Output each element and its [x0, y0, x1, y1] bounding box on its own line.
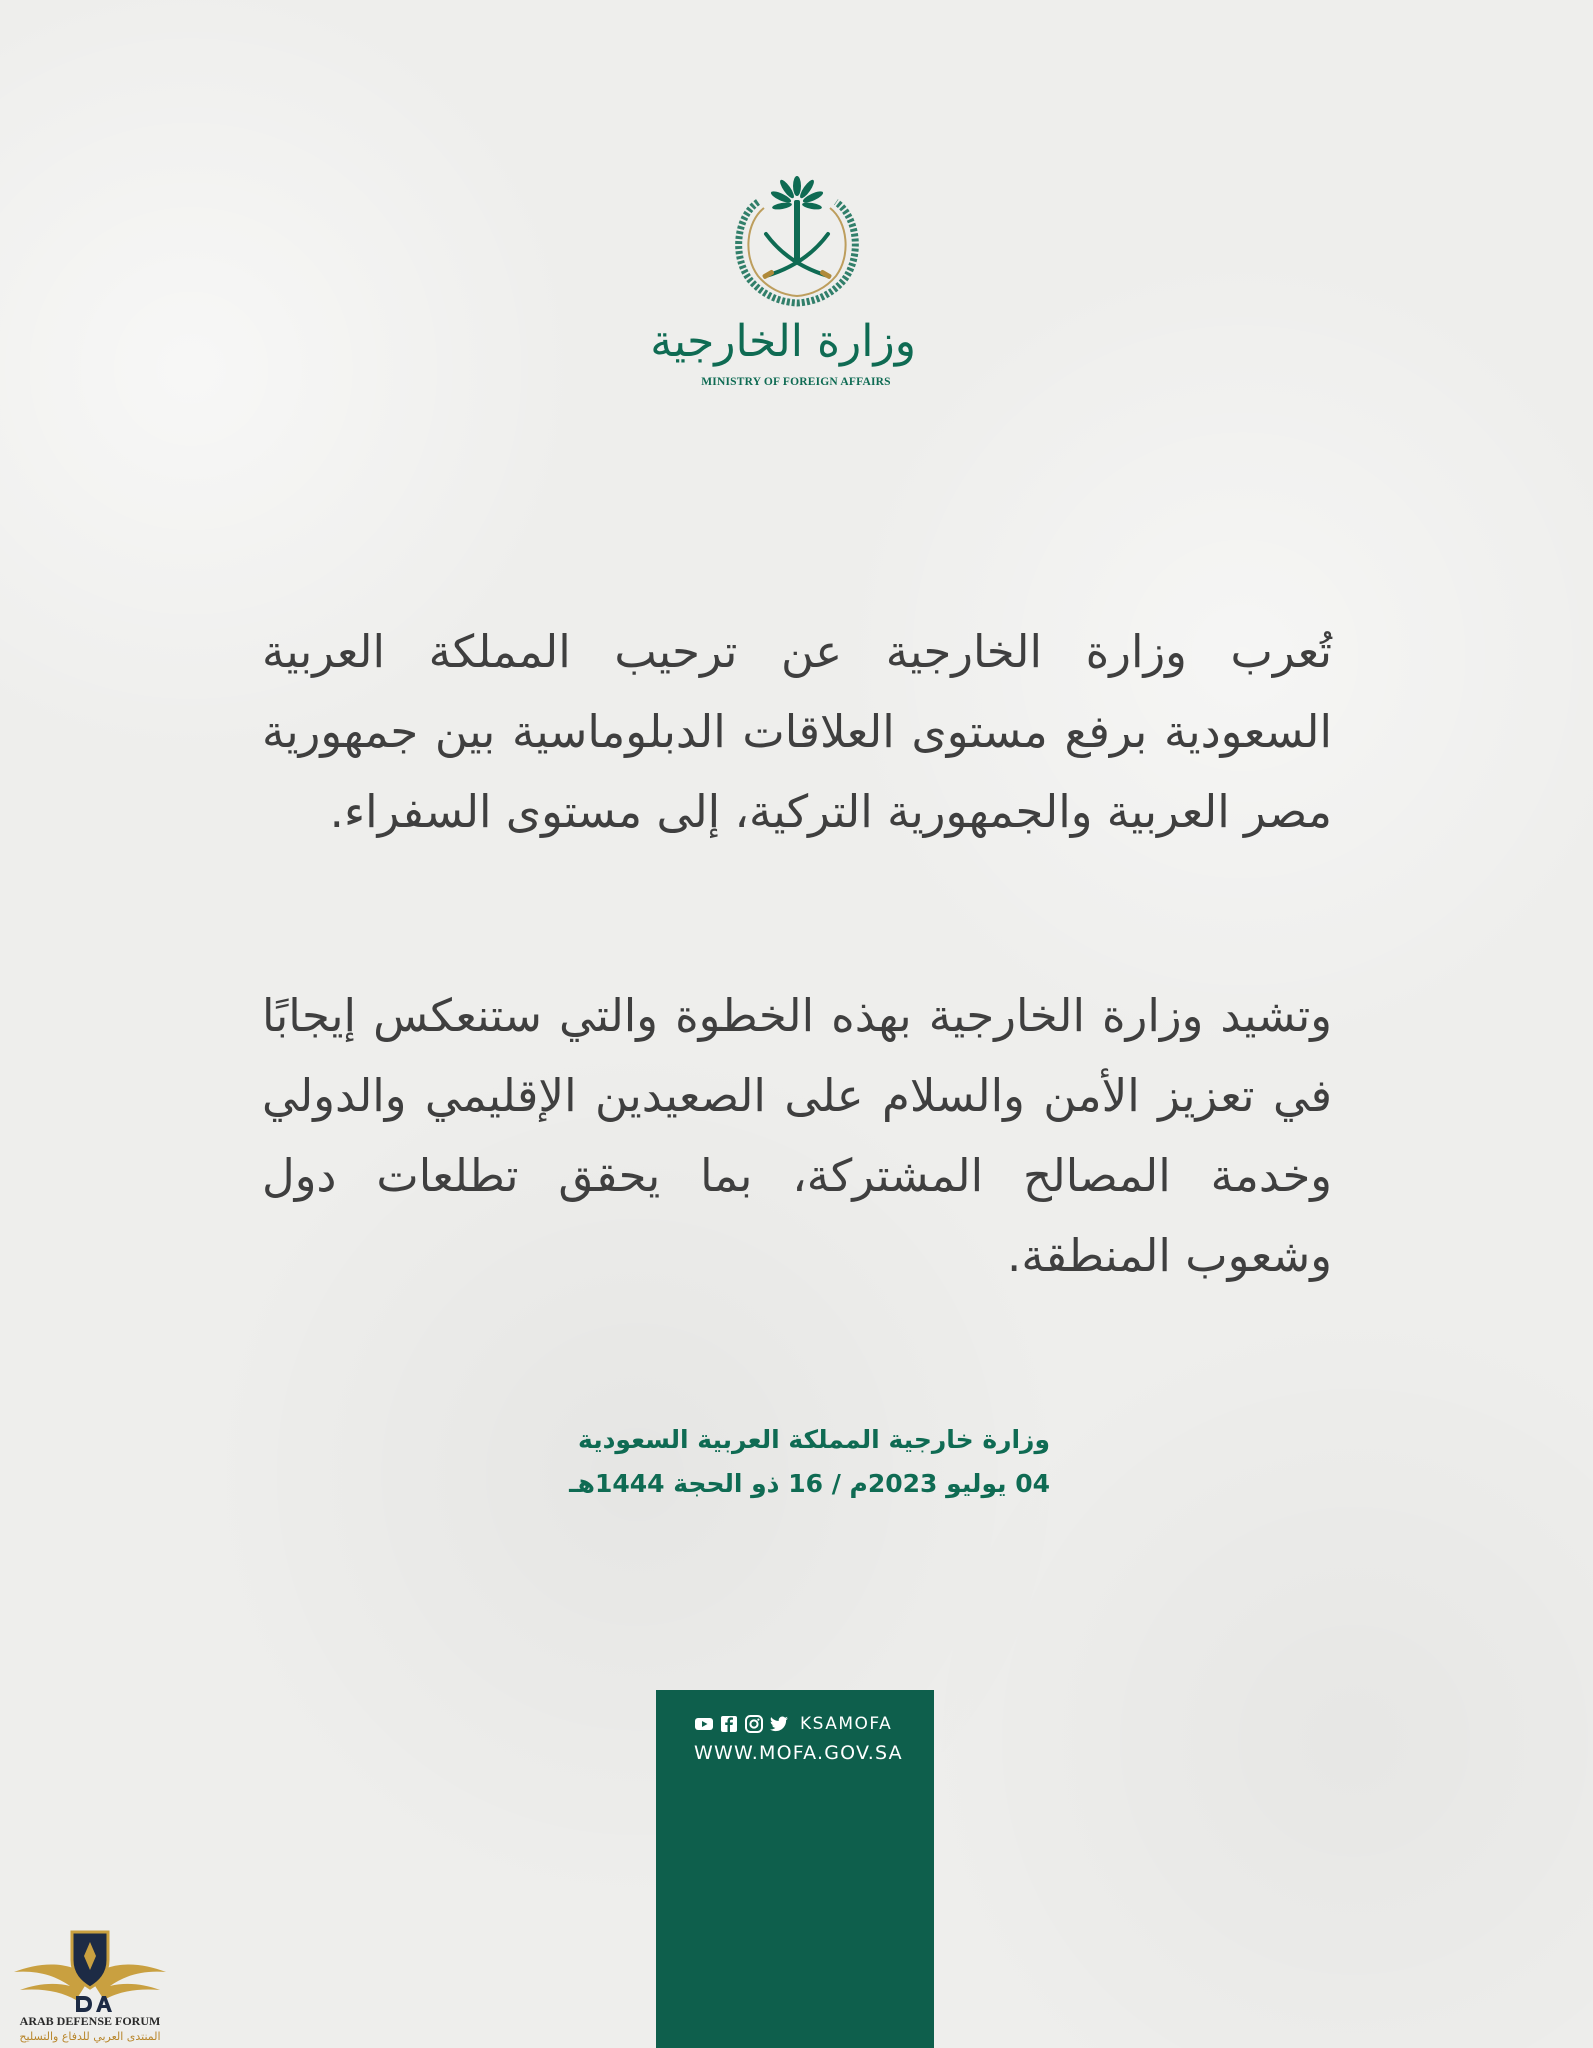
forum-logo-icon — [10, 1920, 170, 2016]
facebook-icon[interactable] — [719, 1715, 739, 1733]
ministry-name-english: MINISTRY OF FOREIGN AFFAIRS — [701, 376, 891, 388]
instagram-icon[interactable] — [744, 1715, 764, 1733]
forum-name-arabic: المنتدى العربي للدفاع والتسليح — [19, 2030, 161, 2043]
statement-paragraph-1: تُعرب وزارة الخارجية عن ترحيب المملكة العربية السعودية برفع مستوى العلاقات الدبلوماسية بين جمهورية مصر العربية والجمهورية التركية، إلى مستوى السفراء. — [262, 625, 1332, 838]
forum-watermark — [10, 1920, 170, 2048]
statement-paragraph-2: وتشيد وزارة الخارجية بهذه الخطوة والتي ستنعكس إيجابًا في تعزيز الأمن والسلام على الصعيدين الإقليمي والدولي وخدمة المصالح المشتركة، بما يحقق تطلعات دول وشعوب المنطقة. — [262, 989, 1332, 1282]
website-link[interactable]: WWW.MOFA.GOV.SA — [694, 1742, 903, 1764]
social-links — [694, 1714, 892, 1734]
ministry-name-arabic: وزارة الخارجية — [650, 316, 916, 367]
signature-organization: وزارة خارجية المملكة العربية السعودية — [578, 1425, 1050, 1454]
saudi-emblem-icon — [718, 172, 876, 310]
youtube-icon[interactable] — [694, 1715, 714, 1733]
social-handle[interactable]: KSAMOFA — [800, 1714, 893, 1734]
twitter-icon[interactable] — [769, 1715, 789, 1733]
signature-date: 04 يوليو 2023م / 16 ذو الحجة 1444هـ — [569, 1469, 1050, 1498]
forum-name-english: ARAB DEFENSE FORUM — [19, 2014, 161, 2028]
footer-banner — [656, 1690, 934, 2048]
